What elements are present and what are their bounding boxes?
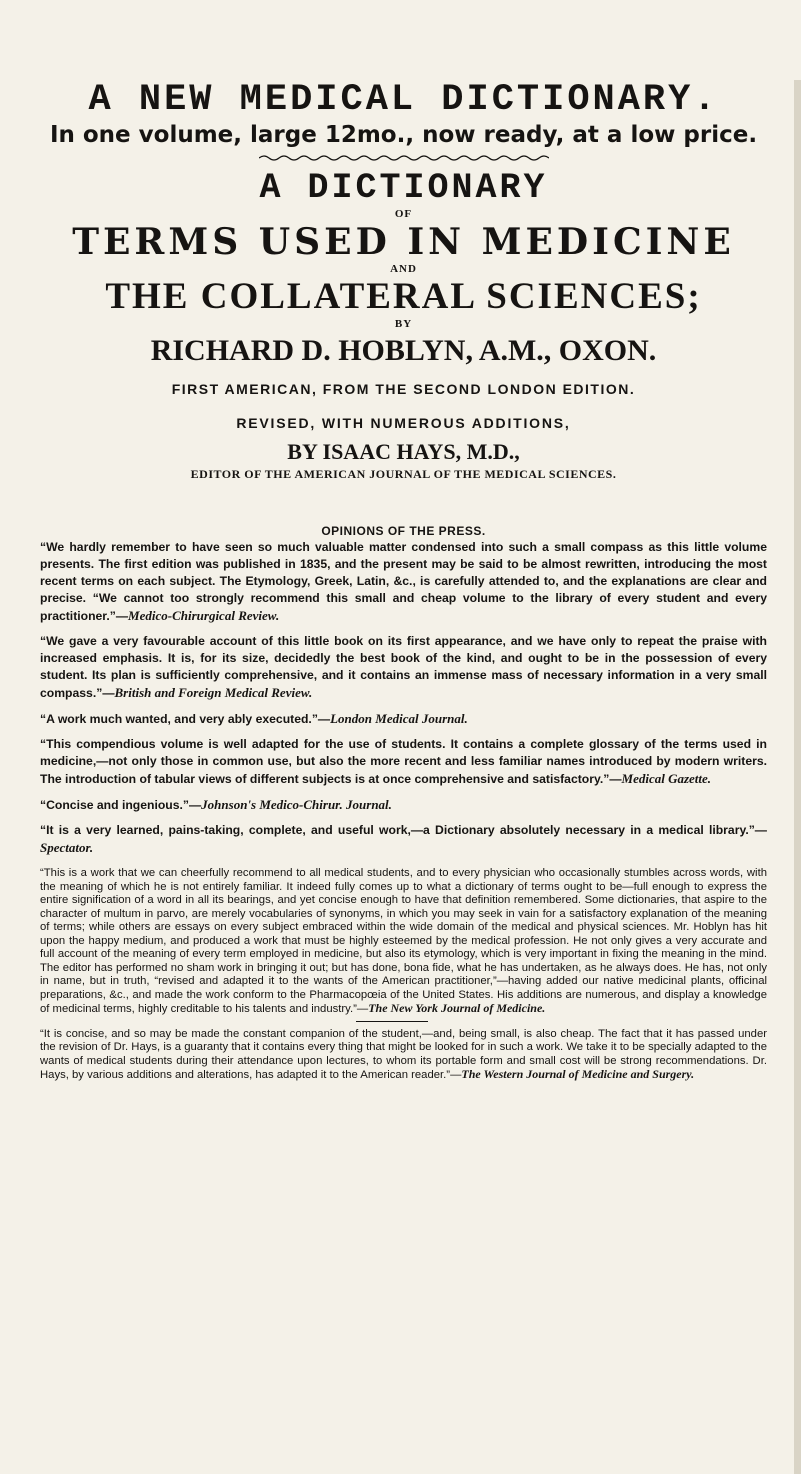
opinion-1 bbox=[40, 539, 767, 625]
long-review-1 bbox=[40, 867, 767, 1017]
book-author: RICHARD D. HOBLYN, A.M., OXON. bbox=[150, 334, 657, 367]
page-subtitle: In one volume, large 12mo., now ready, at a low price. bbox=[49, 122, 758, 148]
opinion-2 bbox=[40, 633, 767, 702]
opinion-source: British and Foreign Medical Review. bbox=[114, 685, 313, 700]
wavy-rule bbox=[259, 154, 549, 162]
opinion-6 bbox=[40, 822, 767, 857]
opinion-text: “Concise and ingenious.”— bbox=[40, 798, 202, 812]
opinion-source: Spectator. bbox=[40, 840, 94, 855]
editor-line: EDITOR OF THE AMERICAN JOURNAL OF THE MEDICAL SCIENCES. bbox=[190, 467, 617, 481]
opinion-source: Johnson's Medico-Chirur. Journal. bbox=[201, 797, 392, 812]
review-text: “It is concise, and so may be made the constant companion of the student,—and, being small, is also cheap. The fact that it has passed under the revision of Dr. Hays, is a guaranty that it contains every thing that might be looked for in such a work. We take it to be specially adapted to the wants of medical students during their attendance upon lectures, to whom its portable form and small cost will be strong recommendations. Dr. Hays, by various additions and alterations, has adapted it to the American reader.”— bbox=[40, 1027, 767, 1081]
opinion-text: “This compendious volume is well adapted for the use of students. It contains a complete glossary of the terms used in medicine,—not only those in common use, but also the more recent and less familiar names introduced by modern writers. The introduction of tabular views of different subjects is at once comprehensive and satisfactory.”— bbox=[40, 737, 767, 786]
page-edge bbox=[794, 80, 801, 1474]
book-terms: TERMS USED IN MEDICINE bbox=[72, 221, 735, 263]
opinions-heading: OPINIONS OF THE PRESS. bbox=[321, 524, 486, 538]
edition-line: FIRST AMERICAN, FROM THE SECOND LONDON EDITION. bbox=[171, 381, 636, 397]
revised-line: REVISED, WITH NUMEROUS ADDITIONS, bbox=[236, 415, 571, 431]
opinion-text: “We hardly remember to have seen so much valuable matter condensed into such a small compass as this little volume presents. The first edition was published in 1835, and the present may be said to be almost rewritten, introducing the most recent terms on each subject. The Etymology, Greek, Latin, &c., is carefully attended to, and the explanations are clear and precise. “We cannot too strongly recommend this small and cheap volume to the library of every student and every practitioner.”— bbox=[40, 540, 767, 623]
opinion-source: London Medical Journal. bbox=[330, 711, 468, 726]
opinion-text: “A work much wanted, and very ably executed.”— bbox=[40, 712, 331, 726]
opinion-4 bbox=[40, 736, 767, 788]
by-word: BY bbox=[394, 318, 413, 330]
reviser-line: BY ISAAC HAYS, M.D., bbox=[287, 439, 520, 464]
of-word: OF bbox=[394, 208, 413, 220]
book-collateral: THE COLLATERAL SCIENCES; bbox=[105, 276, 702, 317]
opinion-3 bbox=[40, 710, 767, 728]
long-review-2 bbox=[40, 1028, 767, 1083]
opinion-text: “It is a very learned, pains-taking, complete, and useful work,—a Dictionary absolutely necessary in a medical library.”— bbox=[40, 823, 767, 837]
page bbox=[0, 80, 801, 1474]
opinion-text: “We gave a very favourable account of this little book on its first appearance, and we have only to repeat the praise with increased emphasis. It is, for its size, decidedly the best book of the kind, and ought to be in the possession of every student. Its plan is sufficiently comprehensive, and it contains an immense mass of necessary information in a very small compass.”— bbox=[40, 634, 767, 700]
and-word: AND bbox=[390, 263, 417, 275]
book-heading: A DICTIONARY bbox=[259, 168, 548, 208]
page-title: A NEW MEDICAL DICTIONARY. bbox=[88, 79, 719, 121]
opinion-source: Medico-Chirurgical Review. bbox=[128, 608, 280, 623]
opinion-5 bbox=[40, 796, 767, 814]
opinion-source: Medical Gazette. bbox=[621, 771, 712, 786]
divider-rule bbox=[356, 1021, 428, 1022]
review-source: The Western Journal of Medicine and Surgery. bbox=[461, 1067, 695, 1081]
review-text: “This is a work that we can cheerfully recommend to all medical students, and to every physician who occasionally stumbles across words, with the meaning of which he is not entirely familiar. It indeed fully comes up to what a dictionary of terms ought to be—full enough to express the entire signification of a word in all its bearings, and yet concise enough to have that definition remembered. Some dictionaries, that aspire to the character of multum in parvo, are merely vocabularies of synonyms, in which you may seek in vain for a satisfactory explanation of the meaning of terms; while others are essays on every subject embraced within the wide domain of the medical and physical sciences. Mr. Hoblyn has hit upon the happy medium, and produced a work that must be highly esteemed by the medical profession. He not only gives a very accurate and full account of the meaning of every term employed in medicine, but also its etymology, which is very important in fixing the meaning in the mind. The editor has performed no sham work in bringing it out; but has done, bona fide, what he has undertaken, as he always does. He has, not only in name, but in truth, “revised and adapted it to the wants of the American practitioner,”—having added our native medicinal plants, officinal preparations, &c., and made the work conform to the Pharmacopœia of the United States. His additions are numerous, and display a knowledge of medicinal terms, highly creditable to his talents and industry.”— bbox=[40, 867, 767, 1015]
review-source: The New York Journal of Medicine. bbox=[368, 1001, 546, 1015]
